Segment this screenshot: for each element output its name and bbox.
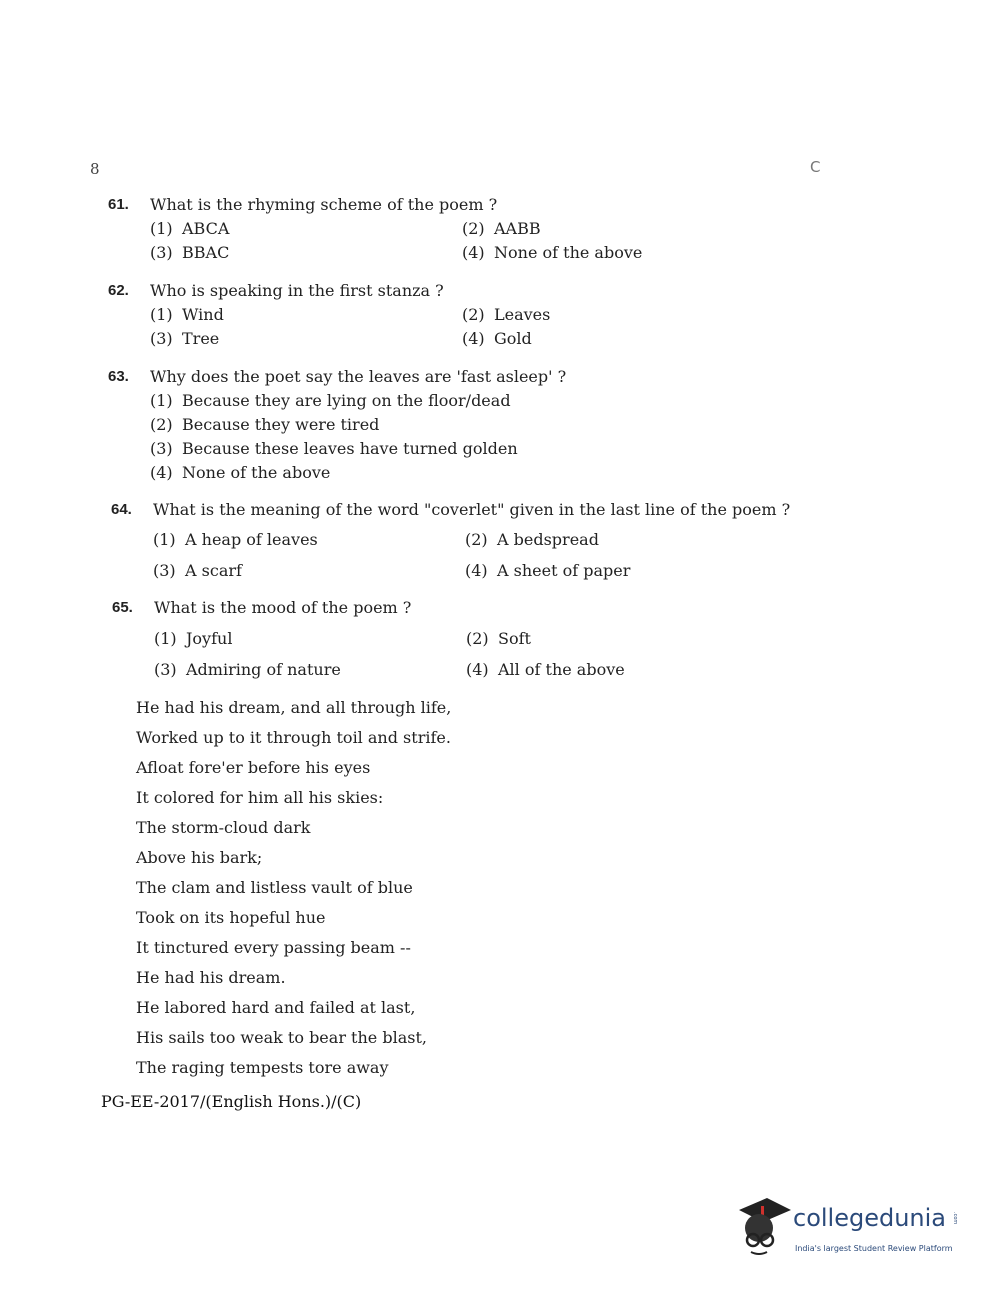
- option-2: [466, 629, 766, 660]
- option-label: (3): [153, 561, 176, 580]
- option-text: A bedspread: [497, 530, 599, 549]
- poem-line: The clam and listless vault of blue: [136, 878, 413, 897]
- option-4: [150, 463, 808, 487]
- option-label: (1): [153, 530, 176, 549]
- option-3: [150, 329, 462, 353]
- question-text: What is the meaning of the word "coverlet" given in the last line of the poem ?: [153, 500, 791, 519]
- option-label: (2): [150, 415, 173, 434]
- logo-wordmark: collegedunia: [793, 1204, 947, 1232]
- poem-line: He labored hard and failed at last,: [136, 998, 416, 1017]
- option-text: A heap of leaves: [185, 530, 318, 549]
- option-text: BBAC: [182, 243, 230, 262]
- logo-tagline: India's largest Student Review Platform: [795, 1244, 953, 1253]
- option-text: Leaves: [494, 305, 551, 324]
- question-number: 61.: [108, 196, 129, 213]
- poem-line: His sails too weak to bear the blast,: [136, 1028, 427, 1047]
- question-text: Who is speaking in the first stanza ?: [150, 281, 444, 300]
- question-62: [108, 281, 808, 353]
- option-2: [462, 305, 762, 329]
- option-text: None of the above: [494, 243, 643, 262]
- option-text: None of the above: [182, 463, 331, 482]
- poem-line: The raging tempests tore away: [136, 1058, 389, 1077]
- option-4: [462, 329, 762, 353]
- option-2: [465, 530, 765, 561]
- poem-line: It tinctured every passing beam --: [136, 938, 411, 957]
- question-number: 63.: [108, 368, 129, 385]
- option-1: [153, 530, 465, 561]
- mascot-icon: [733, 1196, 793, 1258]
- question-number: 62.: [108, 282, 129, 299]
- question-number: 64.: [111, 501, 132, 518]
- option-label: (3): [150, 329, 173, 348]
- option-text: AABB: [494, 219, 541, 238]
- option-4: [465, 561, 765, 592]
- options: [154, 629, 812, 691]
- page-number: 8: [90, 160, 100, 178]
- option-label: (4): [466, 660, 489, 679]
- option-text: Because they are lying on the floor/dead: [182, 391, 511, 410]
- question-text: What is the mood of the poem ?: [154, 598, 412, 617]
- option-label: (4): [462, 329, 485, 348]
- option-text: A scarf: [185, 561, 242, 580]
- collegedunia-logo: [733, 1196, 963, 1266]
- option-2: [462, 219, 762, 243]
- option-text: A sheet of paper: [497, 561, 631, 580]
- option-4: [462, 243, 762, 267]
- options: [150, 391, 808, 487]
- poem-line: He had his dream, and all through life,: [136, 698, 452, 717]
- option-text: Wind: [182, 305, 224, 324]
- option-label: (2): [462, 305, 485, 324]
- option-text: ABCA: [182, 219, 230, 238]
- option-label: (3): [150, 439, 173, 458]
- option-label: (3): [150, 243, 173, 262]
- paper-code-footer: PG-EE-2017/(English Hons.)/(C): [101, 1092, 362, 1111]
- option-text: Admiring of nature: [186, 660, 341, 679]
- question-65: [112, 598, 812, 691]
- question-number: 65.: [112, 599, 133, 616]
- logo-domain: .com: [952, 1212, 958, 1225]
- option-text: Gold: [494, 329, 532, 348]
- option-label: (1): [150, 305, 173, 324]
- option-label: (2): [462, 219, 485, 238]
- poem-line: The storm-cloud dark: [136, 818, 311, 837]
- option-1: [150, 219, 462, 243]
- options: [150, 219, 808, 267]
- option-label: (4): [465, 561, 488, 580]
- option-3: [153, 561, 465, 592]
- poem-line: Afloat fore'er before his eyes: [136, 758, 371, 777]
- poem-line: He had his dream.: [136, 968, 286, 987]
- question-63: [108, 367, 808, 487]
- option-label: (1): [150, 219, 173, 238]
- options: [153, 530, 811, 592]
- option-label: (1): [154, 629, 177, 648]
- option-3: [150, 439, 808, 463]
- question-61: [108, 195, 808, 267]
- option-1: [150, 391, 808, 415]
- poem-line: Worked up to it through toil and strife.: [136, 728, 451, 747]
- option-text: Because they were tired: [182, 415, 380, 434]
- option-2: [150, 415, 808, 439]
- poem-line: Took on its hopeful hue: [136, 908, 326, 927]
- option-text: Joyful: [186, 629, 233, 648]
- option-label: (2): [466, 629, 489, 648]
- option-4: [466, 660, 766, 691]
- option-text: Tree: [182, 329, 220, 348]
- option-label: (2): [465, 530, 488, 549]
- options: [150, 305, 808, 353]
- option-label: (4): [150, 463, 173, 482]
- option-label: (3): [154, 660, 177, 679]
- option-label: (1): [150, 391, 173, 410]
- question-text: What is the rhyming scheme of the poem ?: [150, 195, 498, 214]
- option-3: [150, 243, 462, 267]
- option-text: Because these leaves have turned golden: [182, 439, 518, 458]
- poem-line: Above his bark;: [136, 848, 263, 867]
- poem-line: It colored for him all his skies:: [136, 788, 384, 807]
- option-label: (4): [462, 243, 485, 262]
- option-1: [154, 629, 466, 660]
- question-text: Why does the poet say the leaves are 'fast asleep' ?: [150, 367, 567, 386]
- poem-passage: [136, 698, 451, 1088]
- question-64: [111, 500, 811, 592]
- option-3: [154, 660, 466, 691]
- question-set-code: C: [810, 158, 821, 176]
- option-text: Soft: [498, 629, 531, 648]
- option-text: All of the above: [498, 660, 625, 679]
- option-1: [150, 305, 462, 329]
